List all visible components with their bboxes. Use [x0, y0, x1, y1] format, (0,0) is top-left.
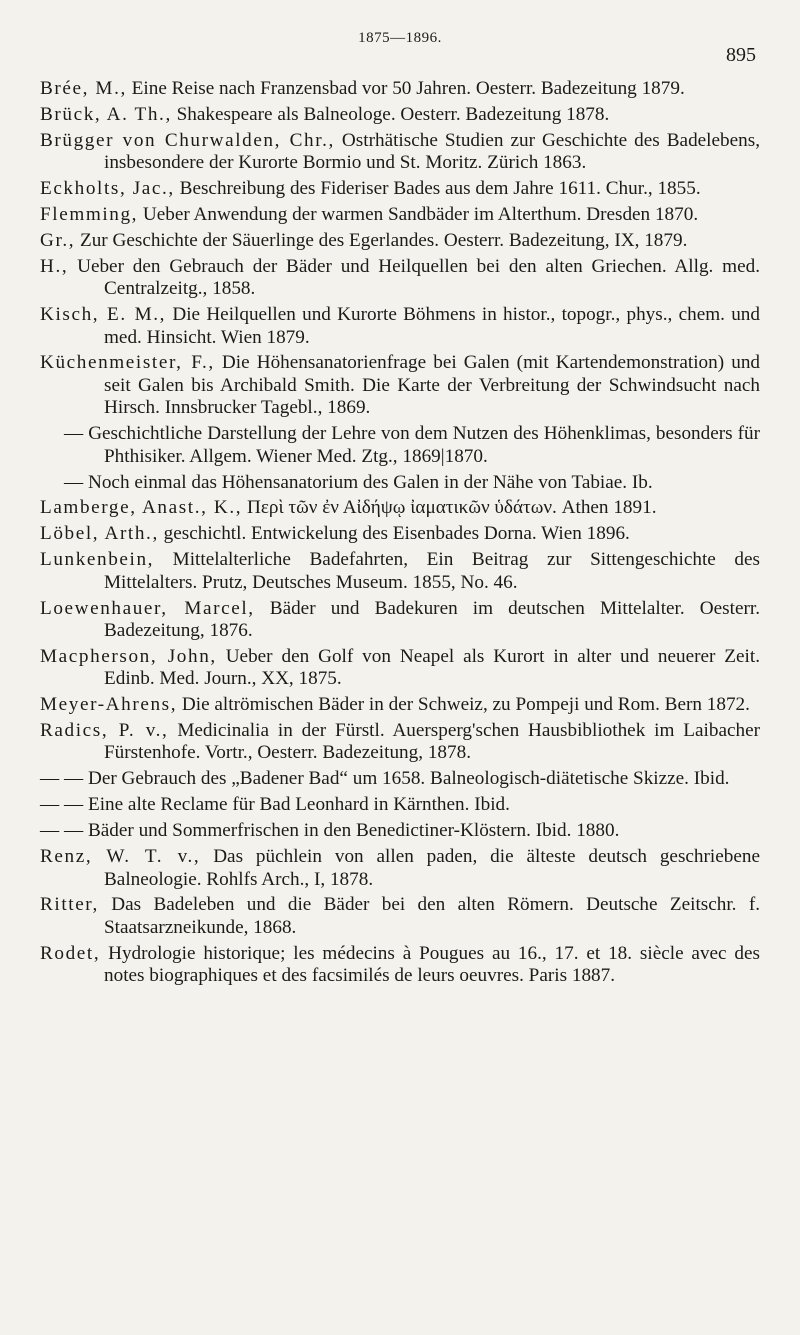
- bibliography-entry: [40, 694, 760, 716]
- bibliography-entry: [40, 646, 760, 691]
- entry-text: Bäder und Badekuren im deutschen Mittelalter. Oesterr. Badezeitung, 1876.: [104, 597, 760, 641]
- ditto-dash: — —: [40, 794, 84, 816]
- bibliography-entry: [40, 598, 760, 643]
- entry-text: Hydrologie historique; les médecins à Pougues au 16., 17. et 18. siècle avec des notes biographiques et des facsimilés de leurs oeuvres. Paris 1887.: [100, 942, 760, 987]
- entry-text: Mittelalterliche Badefahrten, Ein Beitrag zur Sittengeschichte des Mittelalters. Prutz, Deutsches Museum. 1855, No. 46.: [104, 549, 760, 593]
- bibliography-entry: [40, 204, 760, 226]
- bibliography-entry: [40, 894, 760, 939]
- entry-text: Das püchlein von allen paden, die älteste deutsch geschriebene Balneologie. Rohlfs Arch., I, 1878.: [104, 846, 760, 890]
- entry-author: Radics, P. v.,: [40, 720, 169, 742]
- ditto-dash: —: [64, 423, 84, 445]
- entry-author: Brück, A. Th.,: [40, 103, 172, 125]
- entry-text: Beschreibung des Fideriser Bades aus dem Jahre 1611. Chur., 1855.: [174, 178, 701, 200]
- entry-text: Die Höhensanatorienfrage bei Galen (mit Kartendemonstration) und seit Galen bis Archibald Smith. Die Karte der Verbreitung der Schwindsucht nach Hirsch. Innsbrucker Tagebl., 1869.: [104, 352, 761, 419]
- entry-author: Ritter,: [40, 894, 99, 916]
- page-number: 895: [726, 44, 756, 66]
- entry-text: Eine alte Reclame für Bad Leonhard in Kärnthen. Ibid.: [83, 794, 510, 816]
- entry-author: Loewenhauer, Marcel,: [40, 597, 255, 619]
- bibliography-entry: [40, 943, 760, 988]
- bibliography-entry: [40, 720, 760, 765]
- entry-author: Renz, W. T. v.,: [40, 846, 201, 868]
- bibliography-entry: [40, 523, 760, 545]
- entry-author: Löbel, Arth.,: [40, 523, 159, 545]
- entry-text: Zur Geschichte der Säuerlinge des Egerlandes. Oesterr. Badezeitung, IX, 1879.: [75, 229, 688, 251]
- entry-text: Der Gebrauch des „Badener Bad“ um 1658. Balneologisch-diätetische Skizze. Ibid.: [83, 768, 730, 790]
- entry-text: Eine Reise nach Franzensbad vor 50 Jahren. Oesterr. Badezeitung 1879.: [126, 78, 685, 99]
- entry-text: Περὶ τῶν ἐν Αἰδήψῳ ἰαματικῶν ὑδάτων. Athen 1891.: [242, 497, 657, 519]
- ditto-dash: — —: [40, 820, 84, 842]
- entry-author: Gr.,: [40, 229, 76, 251]
- entry-text: Noch einmal das Höhensanatorium des Galen in der Nähe von Tabiae. Ib.: [83, 471, 653, 493]
- bibliography-entry-same-author: [40, 768, 760, 790]
- bibliography-entry: [40, 549, 760, 594]
- entry-author: Eckholts, Jac.,: [40, 178, 175, 200]
- entry-author: Kisch, E. M.,: [40, 304, 167, 326]
- entry-text: Medicinalia in der Fürstl. Auersperg'schen Hausbibliothek im Laibacher Fürstenhofe. Vortr., Oesterr. Badezeitung, 1878.: [104, 720, 760, 764]
- bibliography-entry: [40, 352, 760, 419]
- entry-author: Lunkenbein,: [40, 549, 155, 571]
- entry-author: Rodet,: [40, 942, 101, 964]
- entry-text: Die Heilquellen und Kurorte Böhmens in histor., topogr., phys., chem. und med. Hinsicht. Wien 1879.: [104, 304, 760, 348]
- bibliography-entry: [40, 230, 760, 252]
- bibliography-entry: [40, 78, 760, 100]
- ditto-dash: — —: [40, 768, 84, 790]
- bibliography-entry: [40, 130, 760, 175]
- entry-author: Flemming,: [40, 204, 139, 226]
- entry-author: Lamberge, Anast., K.,: [40, 497, 243, 519]
- entry-author: H.,: [40, 255, 69, 277]
- entry-author: Macpherson, John,: [40, 645, 217, 667]
- entry-text: Geschichtliche Darstellung der Lehre von dem Nutzen des Höhenklimas, besonders für Phthisiker. Allgem. Wiener Med. Ztg., 1869|1870.: [83, 423, 760, 467]
- entry-text: Ostrhätische Studien zur Geschichte des Badelebens, insbesondere der Kurorte Bormio und St. Moritz. Zürich 1863.: [104, 129, 760, 174]
- entry-text: Ueber Anwendung der warmen Sandbäder im Alterthum. Dresden 1870.: [138, 204, 699, 226]
- entry-text: Das Badeleben und die Bäder bei den alten Römern. Deutsche Zeitschr. f. Staatsarzneikunde, 1868.: [98, 894, 760, 938]
- bibliography-entry: [40, 178, 760, 200]
- entry-text: Shakespeare als Balneologe. Oesterr. Badezeitung 1878.: [171, 103, 610, 125]
- entry-text: Die altrömischen Bäder in der Schweiz, zu Pompeji und Rom. Bern 1872.: [177, 694, 750, 716]
- entry-text: Ueber den Golf von Neapel als Kurort in alter und neuerer Zeit. Edinb. Med. Journ., XX, 1875.: [104, 645, 760, 690]
- bibliography-entry: [40, 256, 760, 301]
- bibliography-entry-same-author: [40, 794, 760, 816]
- entry-text: geschichtl. Entwickelung des Eisenbades Dorna. Wien 1896.: [158, 523, 630, 545]
- bibliography-entry: [40, 497, 760, 519]
- bibliography-entry-same-author: [40, 423, 760, 468]
- bibliography-list: [40, 78, 760, 991]
- entry-author: Küchenmeister, F.,: [40, 352, 215, 374]
- bibliography-entry: [40, 104, 760, 126]
- entry-text: Ueber den Gebrauch der Bäder und Heilquellen bei den alten Griechen. Allg. med. Centralzeitg., 1858.: [68, 255, 760, 300]
- bibliography-entry: [40, 304, 760, 349]
- entry-author: Meyer-Ahrens,: [40, 694, 178, 716]
- running-header-years: 1875—1896.: [358, 30, 442, 46]
- bibliography-entry-same-author: [40, 472, 760, 494]
- bibliography-entry-same-author: [40, 820, 760, 842]
- entry-text: Bäder und Sommerfrischen in den Benedictiner-Klöstern. Ibid. 1880.: [83, 820, 620, 842]
- bibliography-entry: [40, 846, 760, 891]
- ditto-dash: —: [64, 471, 84, 493]
- entry-author: Brée, M.,: [40, 78, 127, 99]
- entry-author: Brügger von Churwalden, Chr.,: [40, 129, 335, 151]
